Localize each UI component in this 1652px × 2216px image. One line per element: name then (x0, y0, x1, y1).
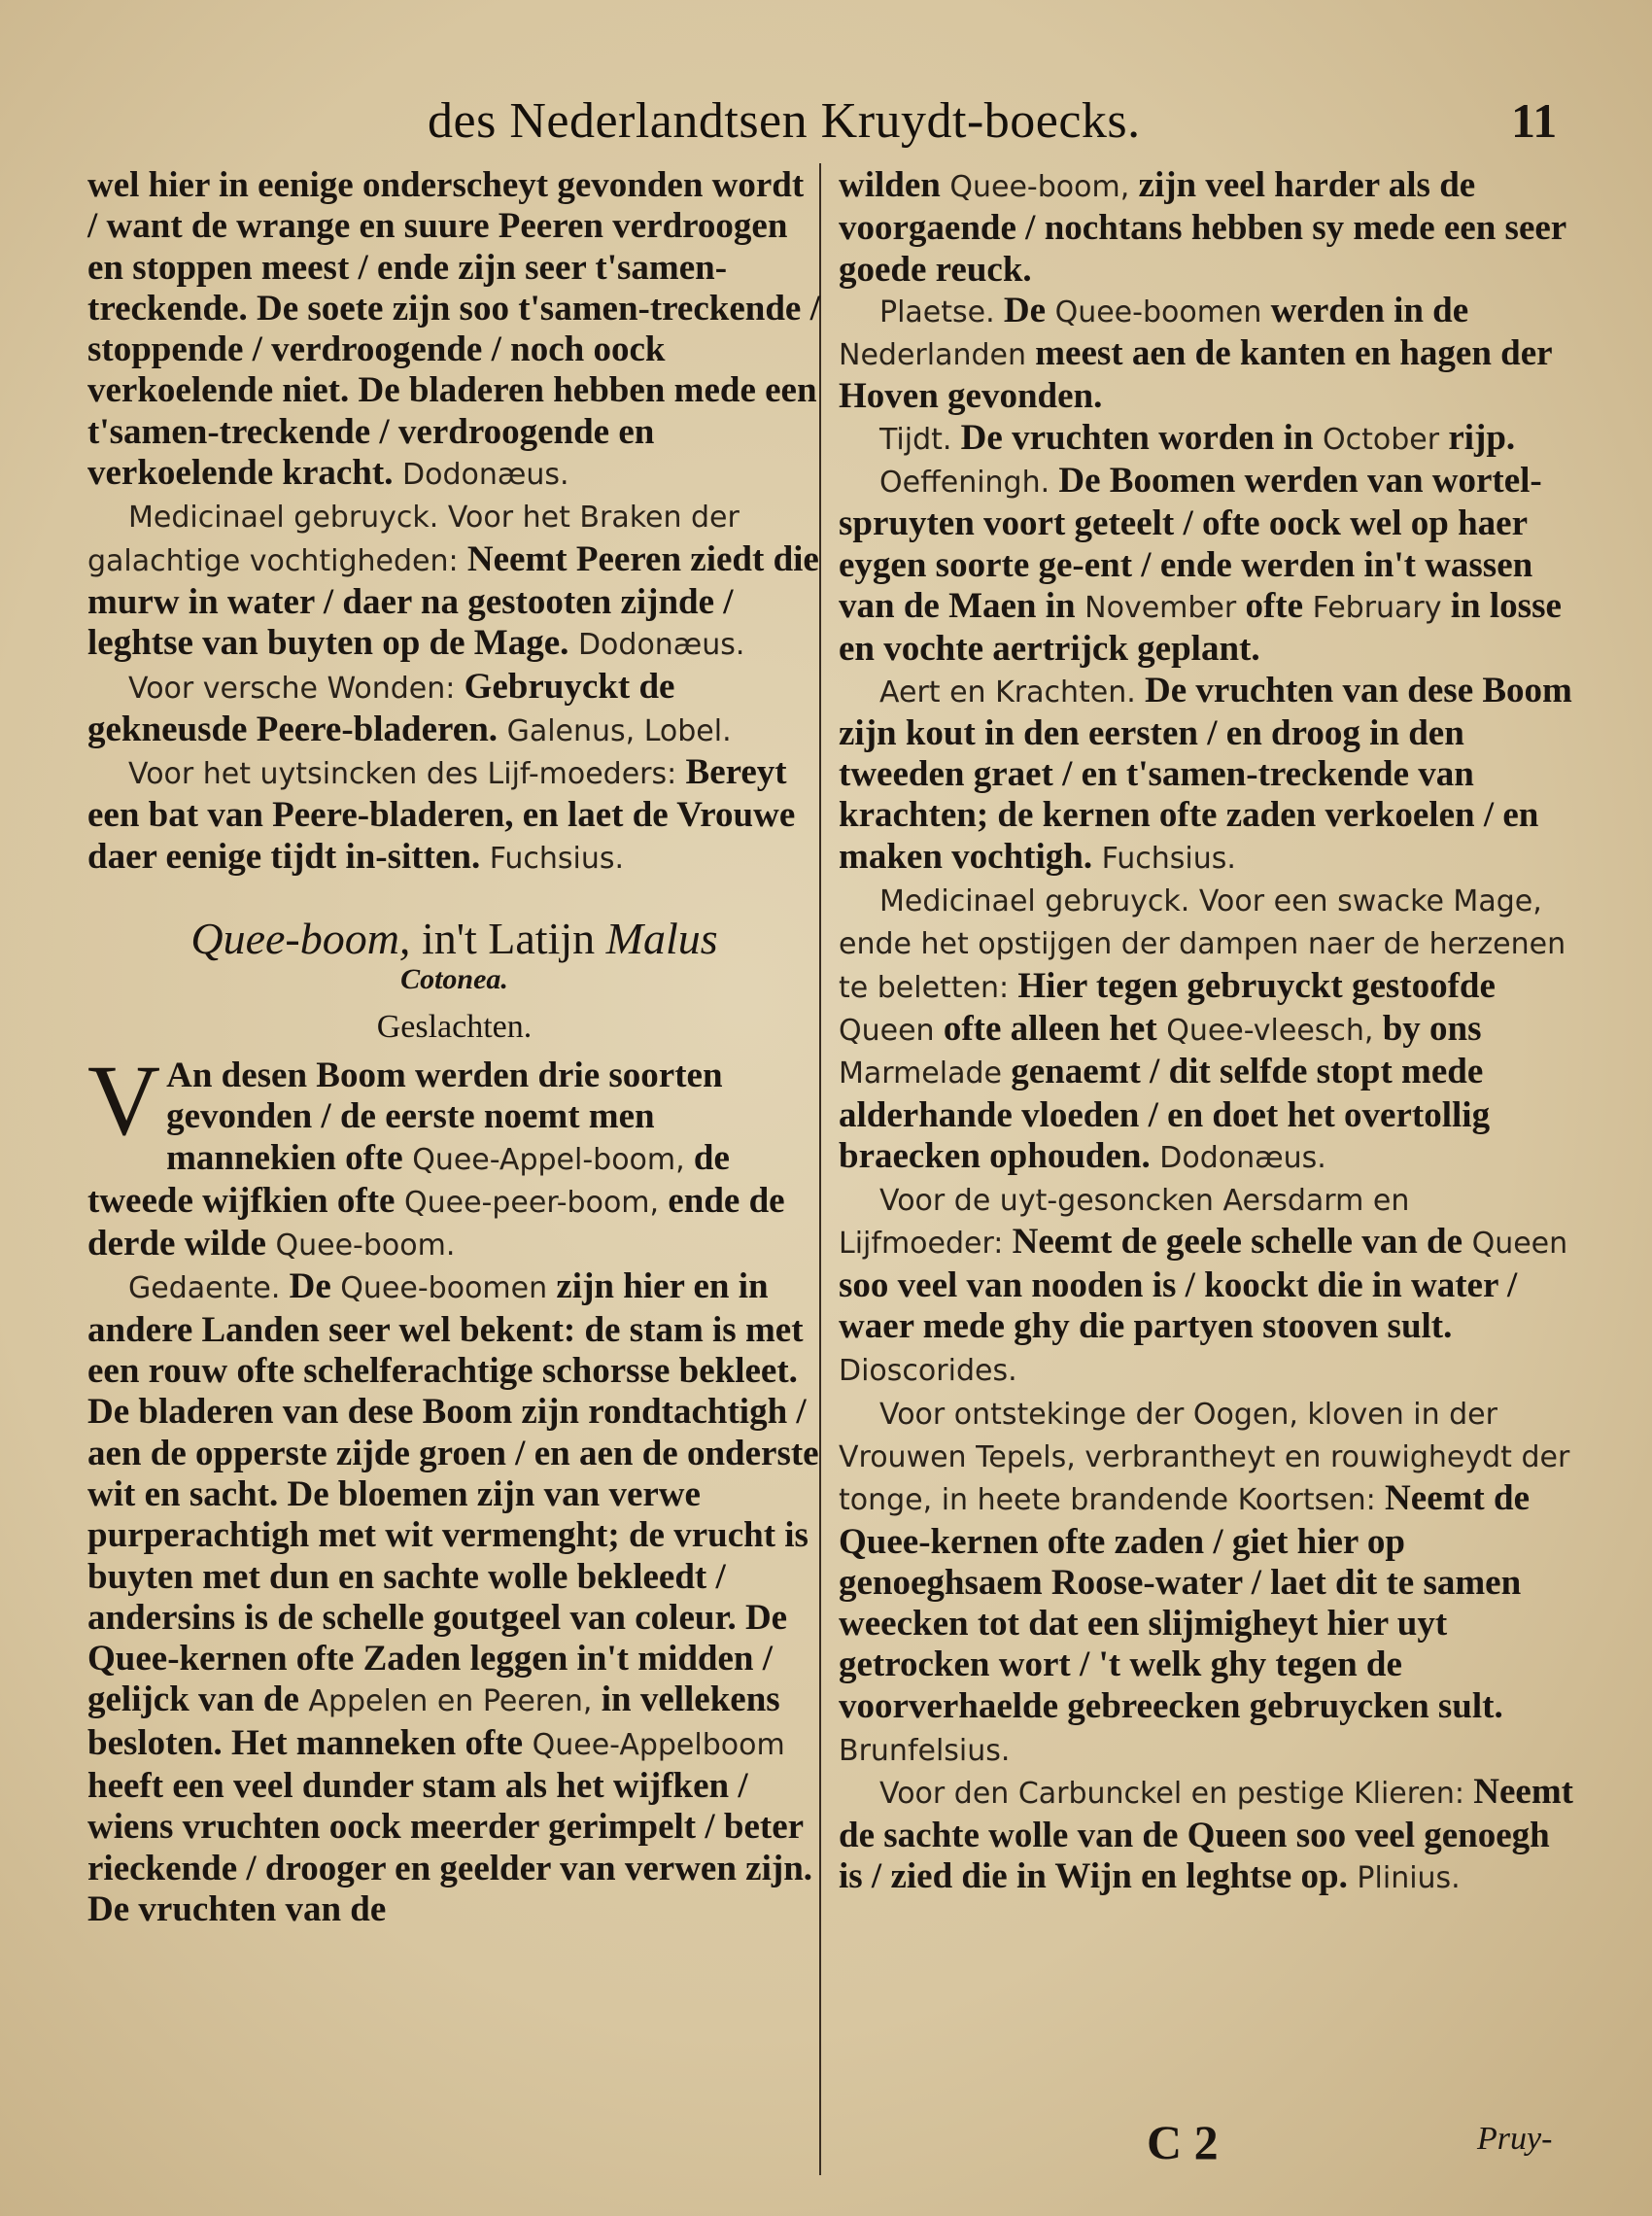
paragraph: wel hier in eenige onderscheyt gevonden wordt / want de wrange en suure Peeren verdroogen en stoppen meest / ende zijn seer t'samen-treckende. De soete zijn soo t'samen-treckende / stoppende / verdroogende / noch oock verkoelende niet. De bladeren hebben mede een t'samen-treckende / verdroogende en verkoelende kracht. Dodonæus. (87, 165, 820, 494)
paragraph: Voor ontstekinge der Oogen, kloven in der Vrouwen Tepels, verbrantheyt en rouwigheydt der tonge, in heete brandende Koortsen: Neemt de Quee-kernen ofte zaden / giet hier op genoeghsaem Roose-water / laet dit te samen weecken tot dat een slijmigheyt hier uyt getrocken wort / 't welk ghy tegen de voorverhaelde gebreecken gebruycken sult. Brunfelsius. (839, 1397, 1570, 1768)
left-column (87, 165, 821, 1930)
paragraph: Tijdt. De vruchten worden in October rijp. (879, 417, 1516, 458)
paragraph: Aert en Krachten. De vruchten van dese Boom zijn kout in den eersten / en droog in den tweeden graet / en t'samen-treckende van krachten; de kernen ofte zaden verkoelen / en maken vochtigh. Fuchsius. (839, 670, 1572, 877)
right-column (839, 165, 1574, 1899)
paragraph: Oeffeningh. De Boomen werden van wortel-spruyten voort geteelt / ofte oock wel op haer eygen soorte ge-ent / ende werden in't wassen van de Maen in November ofte February in losse en vochte aertrijck geplant. (839, 461, 1562, 670)
subheading: Geslachten. (376, 1008, 533, 1045)
catchword: Pruy- (1477, 2121, 1553, 2157)
running-head: des Nederlandtsen Kruydt-boecks. (428, 93, 1141, 149)
drop-cap: V (87, 1044, 161, 1157)
paragraph: Medicinael gebruyck. Voor een swacke Mage, ende het opstijgen der dampen naer de herzenen te beletten: Hier tegen gebruyckt gestoofde Queen ofte alleen het Quee-vleesch, by ons Marmelade genaemt / dit selfde stopt mede alderhande vloeden / en doet het overtollig braecken ophouden. Dodonæus. (839, 884, 1566, 1176)
paragraph: wilden Quee-boom, zijn veel harder als de voorgaende / nochtans hebben sy mede een seer goede reuck. (839, 165, 1566, 290)
section-subtitle: Cotonea. (400, 963, 508, 996)
signature-mark: C 2 (1147, 2115, 1219, 2169)
section-title: Quee-boom, in't Latijn Malus (190, 914, 718, 964)
paragraph: Voor versche Wonden: Gebruyckt de gekneusde Peere-bladeren. Galenus, Lobel. (87, 666, 732, 749)
page-number: 11 (1511, 93, 1558, 148)
paragraph: Gedaente. De Quee-boomen zijn hier en in andere Landen seer wel bekent: de stam is met een rouw ofte schelferachtige schorsse bekleet. De bladeren van dese Boom zijn rondtachtigh / aen de opperste zijde groen / en aen de onderste wit en sacht. De bloemen zijn van verwe purperachtigh met wit vermenght; de vrucht is buyten met dun en sachte wolle bekleedt / andersins is de schelle goutgeel van coleur. De Quee-kernen ofte Zaden leggen in't midden / gelijck van de Appelen en Peeren, in vellekens besloten. Het manneken ofte Quee-Appelboom heeft een veel dunder stam als het wijfken / wiens vruchten oock meerder gerimpelt / beter rieckende / drooger en geelder van verwen zijn. De vruchten van de (87, 1266, 819, 1929)
paragraph: Medicinael gebruyck. Voor het Braken der galachtige vochtigheden: Neemt Peeren ziedt die murw in water / daer na gestooten zijnde / leghtse van buyten op de Mage. Dodonæus. (87, 501, 819, 664)
paragraph: Plaetse. De Quee-boomen werden in de Nederlanden meest aen de kanten en hagen der Hoven gevonden. (839, 290, 1552, 417)
paragraph: Voor de uyt-gesoncken Aersdarm en Lijfmoeder: Neemt de geele schelle van de Queen soo veel van nooden is / koockt die in water / waer mede ghy die partyen stooven sult. Dioscorides. (839, 1184, 1568, 1389)
paragraph: Voor den Carbunckel en pestige Klieren: Neemt de sachte wolle van de Queen soo veel genoegh is / zied die in Wijn en leghtse op. Plinius. (839, 1772, 1573, 1896)
paragraph: V An desen Boom werden drie soorten gevonden / de eerste noemt men mannekien ofte Quee-Appel-boom, de tweede wijfkien ofte Quee-peer-boom, ende de derde wilde Quee-boom. (87, 1044, 785, 1264)
paragraph: Voor het uytsincken des Lijf-moeders: Bereyt een bat van Peere-bladeren, en laet de Vrouwe daer eenige tijdt in-sitten. Fuchsius. (87, 752, 796, 877)
